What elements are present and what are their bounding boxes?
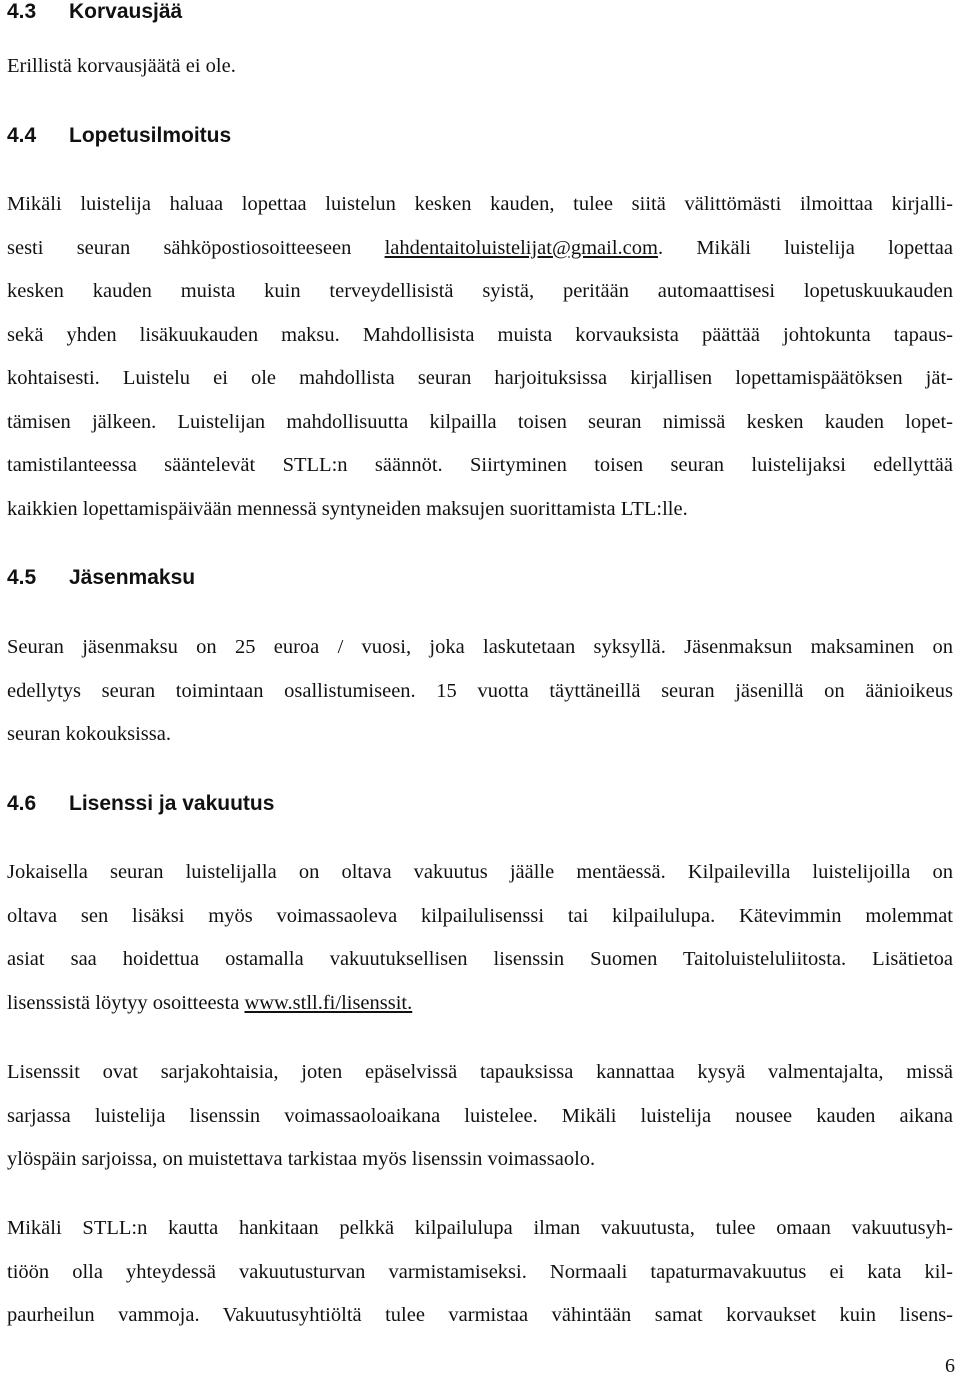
text-line-with-email [7,227,953,271]
text-fragment: . Mikäli luistelija lopettaa [657,236,953,259]
paragraph-lisenssi-2 [7,1051,953,1182]
section-heading-4-5 [7,566,195,590]
paragraph-jasenmaksu [7,626,953,757]
text-line: Mikäli STLL:n kautta hankitaan pelkkä kilpailulupa ilman vakuutusta, tulee omaan vakuutusyh- [7,1217,953,1239]
text-line: ylöspäin sarjoissa, on muistettava tarkistaa myös lisenssin voimassaolo. [7,1148,596,1170]
text-line: Mikäli luistelija haluaa lopettaa luistelun kesken kauden, tulee siitä välittömästi ilmoittaa kirjalli- [7,193,953,215]
text-line: kaikkien lopettamispäivään mennessä syntyneiden maksujen suorittamista LTL:lle. [7,497,688,520]
text-line: seuran kokouksissa. [7,723,171,745]
text-line: Erillistä korvausjäätä ei ole. [7,55,236,77]
section-title: Jäsenmaksu [69,566,196,589]
text-line: sekä yhden lisäkuukauden maksu. Mahdollisista muista korvauksista päättää johtokunta tapaus- [7,323,953,346]
text-fragment: sesti seuran sähköpostiosoitteeseen [7,236,385,259]
text-line: tamistilanteessa sääntelevät STLL:n säännöt. Siirtyminen toisen seuran luistelijaksi edellyttää [7,454,953,476]
lisenssit-link[interactable]: www.stll.fi/lisenssit. [244,991,413,1014]
section-number: 4.5 [7,566,37,589]
section-number: 4.3 [7,0,37,23]
section-title: Lisenssi ja vakuutus [69,792,275,815]
text-fragment: lisenssistä löytyy osoitteesta [7,991,245,1014]
paragraph-lisenssi-3 [7,1207,953,1338]
section-heading-4-6 [7,792,274,816]
section-number: 4.4 [7,124,37,147]
section-number: 4.6 [7,792,37,815]
text-line: tiöön olla yhteydessä vakuutusturvan varmistamiseksi. Normaali tapaturmavakuutus ei kata kil- [7,1260,953,1283]
section-title: Lopetusilmoitus [69,124,232,147]
paragraph-lisenssi-1 [7,851,953,1025]
page-number: 6 [945,1355,955,1377]
text-line: kesken kauden muista kuin terveydellisistä syistä, peritään automaattisesi lopetuskuukauden [7,280,953,302]
paragraph-lopetusilmoitus [7,183,953,531]
paragraph-korvausjaa [7,45,953,89]
text-line: tämisen jälkeen. Luistelijan mahdollisuutta kilpailla toisen seuran nimissä kesken kauden lopet- [7,410,953,433]
text-line-with-url [7,982,953,1026]
text-line: Jokaisella seuran luistelijalla on oltava vakuutus jäälle mentäessä. Kilpailevilla luistelijoilla on [7,861,953,883]
text-line: sarjassa luistelija lisenssin voimassaoloaikana luistelee. Mikäli luistelija nousee kauden aikana [7,1104,953,1127]
section-title: Korvausjää [69,0,183,23]
text-line: paurheilun vammoja. Vakuutusyhtiöltä tulee varmistaa vähintään samat korvaukset kuin lisens- [7,1304,953,1326]
text-line: oltava sen lisäksi myös voimassaoleva kilpailulisenssi tai kilpailulupa. Kätevimmin molemmat [7,904,953,927]
section-heading-4-4 [7,124,231,148]
text-line: Seuran jäsenmaksu on 25 euroa / vuosi, joka laskutetaan syksyllä. Jäsenmaksun maksaminen on [7,636,953,658]
email-link[interactable]: lahdentaitoluistelijat@gmail.com [384,236,658,259]
text-line: Lisenssit ovat sarjakohtaisia, joten epäselvissä tapauksissa kannattaa kysyä valmentajalta, missä [7,1061,953,1083]
section-heading-4-3 [7,0,182,24]
text-line: kohtaisesti. Luistelu ei ole mahdollista seuran harjoituksissa kirjallisen lopettamispäätöksen jät- [7,367,953,389]
text-line: edellytys seuran toimintaan osallistumiseen. 15 vuotta täyttäneillä seuran jäsenillä on äänioikeus [7,679,953,702]
text-line: asiat saa hoidettua ostamalla vakuutuksellisen lisenssin Suomen Taitoluisteluliitosta. Lisätietoa [7,948,953,970]
